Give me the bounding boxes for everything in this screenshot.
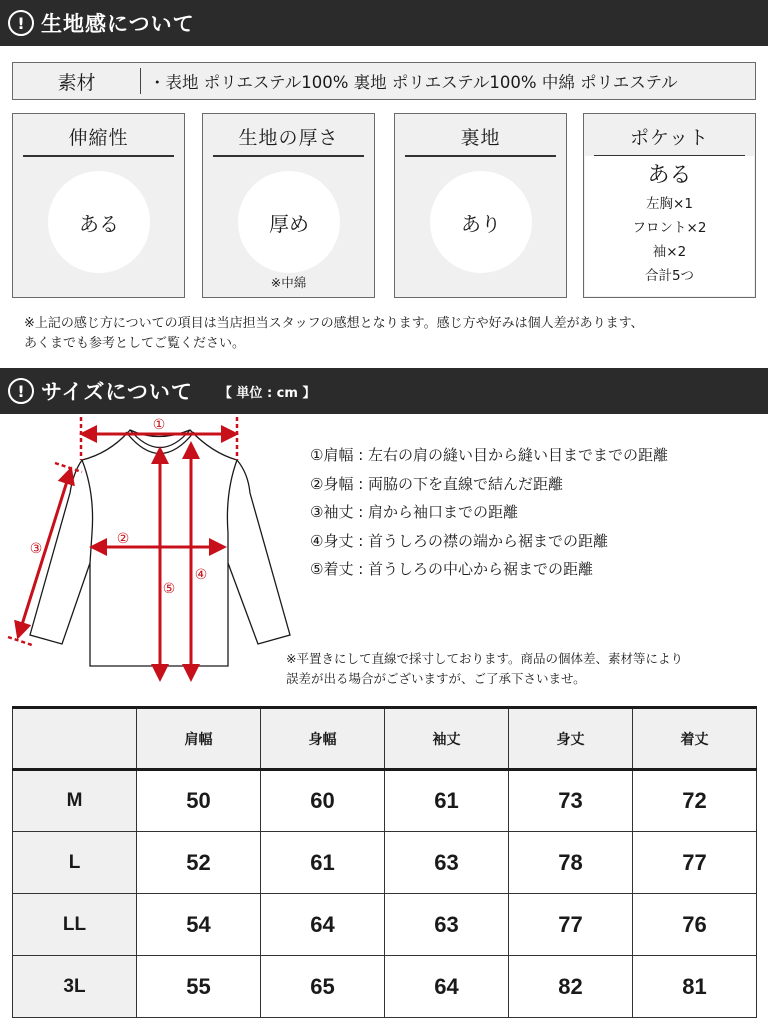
- table-cell: 78: [509, 832, 633, 894]
- pocket-detail: 合計5つ: [644, 268, 695, 284]
- fabric-section-title: 生地感について: [41, 12, 195, 36]
- definition-shoulder: ①肩幅 : 左右の肩の縫い目から縫い目までまでの距離: [310, 446, 669, 464]
- unit-label: 【 単位 : cm 】: [218, 385, 316, 401]
- lining-card: [394, 113, 567, 298]
- table-row: [13, 770, 757, 832]
- size-label: 3L: [13, 956, 137, 1018]
- header-cell: 身丈: [509, 708, 633, 770]
- fabric-section-header: [0, 0, 768, 46]
- table-cell: 52: [137, 832, 261, 894]
- svg-text:③: ③: [29, 541, 43, 557]
- divider: [405, 155, 556, 157]
- table-cell: 61: [385, 770, 509, 832]
- card-note: ※中綿: [270, 275, 307, 290]
- alert-circle-icon: !: [8, 10, 34, 36]
- header-cell: [13, 708, 137, 770]
- card-title: ポケット: [629, 127, 710, 149]
- definition-sleeve: ③袖丈 : 肩から袖口までの距離: [310, 503, 519, 521]
- measurement-disclaimer: [286, 649, 683, 689]
- pocket-detail: 左胸×1: [646, 196, 693, 212]
- pocket-detail: フロント×2: [632, 220, 707, 236]
- table-row: [13, 894, 757, 956]
- header-cell: 肩幅: [137, 708, 261, 770]
- svg-text:①: ①: [152, 417, 166, 433]
- svg-text:②: ②: [116, 531, 130, 547]
- size-section-header: [0, 368, 768, 414]
- table-cell: 55: [137, 956, 261, 1018]
- card-value: ある: [647, 163, 692, 188]
- definition-chest: ②身幅 : 両脇の下を直線で結んだ距離: [310, 474, 564, 493]
- measurement-definitions: [310, 441, 668, 584]
- table-cell: 63: [385, 894, 509, 956]
- table-cell: 65: [261, 956, 385, 1018]
- pocket-details: [585, 156, 754, 296]
- definition-body-length: ④身丈 : 首うしろの襟の端から裾までの距離: [310, 531, 609, 550]
- table-cell: 64: [385, 956, 509, 1018]
- svg-text:④: ④: [194, 567, 208, 583]
- fabric-disclaimer: [24, 314, 644, 354]
- card-title: 伸縮性: [68, 127, 129, 149]
- table-cell: 77: [509, 894, 633, 956]
- card-title: 裏地: [460, 127, 501, 149]
- table-cell: 50: [137, 770, 261, 832]
- material-value: ・表地 ポリエステル100% 裏地 ポリエステル100% 中綿 ポリエステル: [149, 73, 678, 92]
- table-row: [13, 956, 757, 1018]
- card-value: 厚め: [238, 171, 340, 273]
- pocket-detail: 袖×2: [652, 244, 687, 260]
- table-cell: 63: [385, 832, 509, 894]
- table-cell: 76: [633, 894, 757, 956]
- size-label: M: [13, 770, 137, 832]
- table-cell: 77: [633, 832, 757, 894]
- table-header-row: [13, 708, 757, 770]
- card-title: 生地の厚さ: [238, 127, 339, 149]
- table-cell: 81: [633, 956, 757, 1018]
- alert-circle-icon: !: [8, 378, 34, 404]
- disclaimer-line: ※平置きにして直線で採寸しております。商品の個体差、素材等により: [286, 651, 683, 666]
- table-row: [13, 832, 757, 894]
- card-value: ある: [48, 171, 150, 273]
- table-cell: 61: [261, 832, 385, 894]
- table-cell: 54: [137, 894, 261, 956]
- pocket-card: [583, 113, 756, 298]
- header-cell: 袖丈: [385, 708, 509, 770]
- table-cell: 72: [633, 770, 757, 832]
- size-label: L: [13, 832, 137, 894]
- definition-total-length: ⑤着丈 : 首うしろの中心から裾までの距離: [310, 560, 594, 578]
- thickness-card: [202, 113, 375, 298]
- divider: [213, 155, 364, 157]
- size-table: [12, 706, 757, 1018]
- table-cell: 82: [509, 956, 633, 1018]
- garment-measurement-diagram: [0, 413, 300, 683]
- svg-text:⑤: ⑤: [162, 581, 176, 597]
- material-label: 素材: [57, 71, 96, 94]
- disclaimer-line: あくまでも参考としてご覧ください。: [24, 336, 246, 351]
- disclaimer-line: ※上記の感じ方についての項目は当店担当スタッフの感想となります。感じ方や好みは個人差があります、: [24, 316, 644, 331]
- material-row: [12, 62, 756, 100]
- table-cell: 64: [261, 894, 385, 956]
- size-label: LL: [13, 894, 137, 956]
- divider: [23, 155, 174, 157]
- header-cell: 身幅: [261, 708, 385, 770]
- table-cell: 60: [261, 770, 385, 832]
- card-value: あり: [430, 171, 532, 273]
- disclaimer-line: 誤差が出る場合がございますが、ご了承下さいませ。: [286, 671, 586, 686]
- size-section-title: サイズについて: [41, 380, 193, 404]
- stretch-card: [12, 113, 185, 298]
- table-cell: 73: [509, 770, 633, 832]
- header-cell: 着丈: [633, 708, 757, 770]
